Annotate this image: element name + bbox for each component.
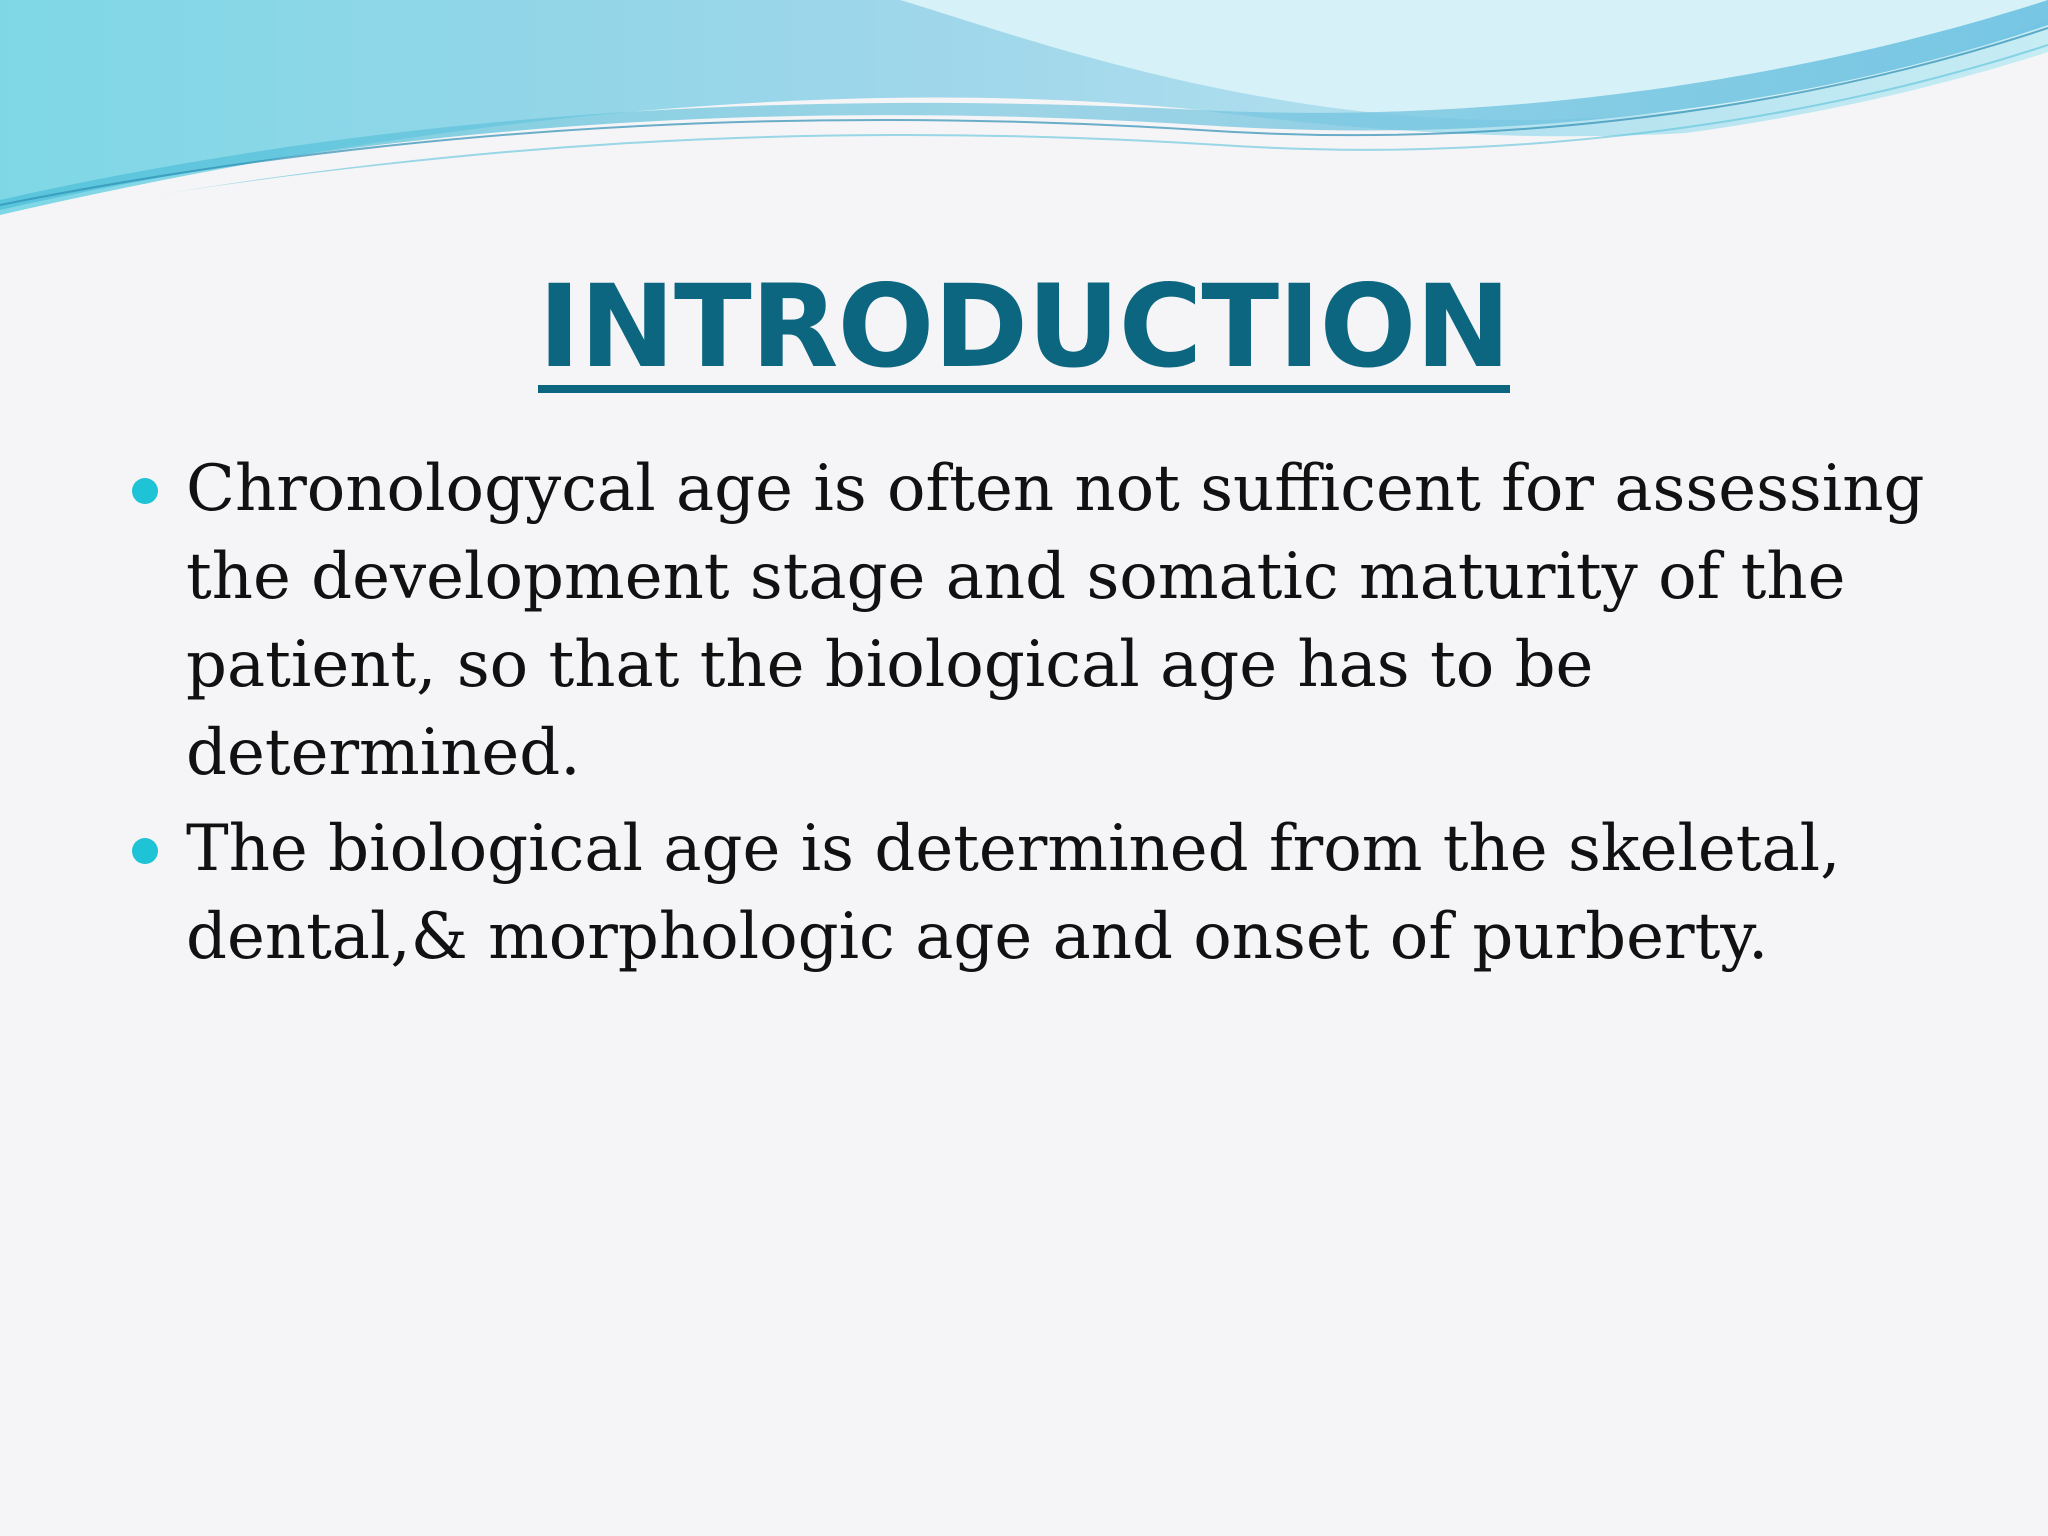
- slide-title-text: INTRODUCTION: [538, 260, 1510, 393]
- header-wave-decoration: [0, 0, 2048, 240]
- bullet-line: Chronologycal age is often not sufficent for assessing: [186, 452, 1925, 526]
- bullet-icon: [132, 838, 158, 864]
- bullet-item: [128, 805, 1928, 981]
- bullet-line: determined.: [186, 716, 581, 790]
- bullet-list: [128, 445, 1928, 989]
- bullet-icon: [132, 478, 158, 504]
- slide-title: [0, 262, 2048, 393]
- bullet-item: [128, 445, 1928, 797]
- bullet-line: the development stage and somatic maturity of the: [186, 540, 1846, 614]
- bullet-line: dental,& morphologic age and onset of purberty.: [186, 900, 1769, 974]
- bullet-line: The biological age is determined from the skeletal,: [186, 812, 1841, 886]
- bullet-line: patient, so that the biological age has to be: [186, 628, 1594, 702]
